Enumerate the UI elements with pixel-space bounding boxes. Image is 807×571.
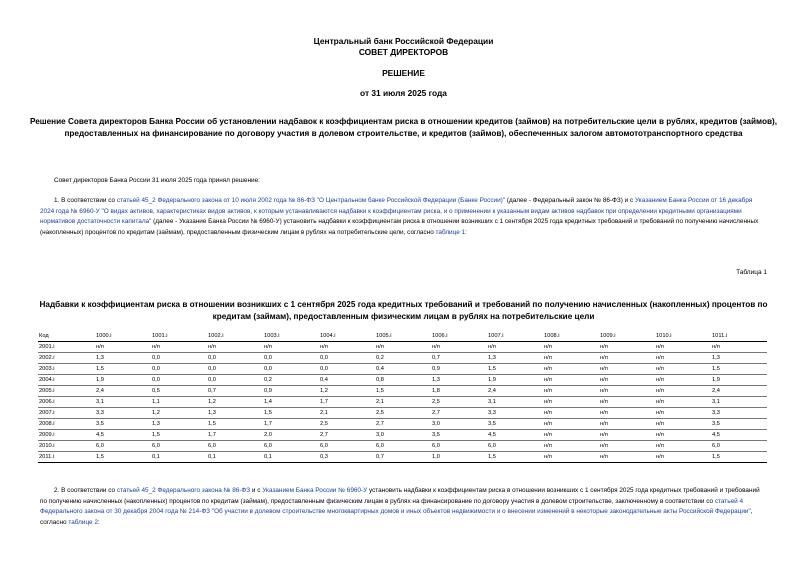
table-cell: 1,5	[264, 410, 272, 416]
row-code-cell: 2003.i	[39, 366, 55, 372]
table-row	[38, 408, 767, 419]
link-article-45-2-law-86fz[interactable]: статьей 45_2 Федерального закона от 10 июля 2002 года № 86-ФЗ "О Центральном банке Российской Федерации (Банке России)"	[116, 197, 506, 204]
table-cell: 0,3	[320, 454, 328, 460]
table-cell: 0,0	[208, 377, 216, 383]
table-cell: н/п	[320, 344, 328, 350]
table-cell: 3,3	[488, 410, 496, 416]
table-cell: н/п	[208, 344, 216, 350]
table-cell: н/п	[544, 377, 552, 383]
table-cell: 6,0	[320, 443, 328, 449]
table-cell: 3,1	[96, 399, 104, 405]
table-cell: н/п	[600, 355, 608, 361]
table-cell: 2,7	[432, 410, 440, 416]
table-cell: н/п	[544, 432, 552, 438]
table-cell: 1,3	[432, 377, 440, 383]
table-cell: 1,4	[264, 399, 272, 405]
column-header: 1010.i	[656, 333, 672, 339]
table-cell: 3,1	[712, 399, 720, 405]
link-article-4-law-214fz[interactable]: статьей 4 Федерального закона от 30 декабря 2004 года № 214-ФЗ "Об участии в долевом строительстве многоквартирных домов и иных объектов недвижимости и о внесении изменений в некоторые законодательные акты Российской Федерации"	[40, 497, 751, 515]
table-cell: 0,7	[432, 355, 440, 361]
table-cell: н/п	[96, 344, 104, 350]
row-code-cell: 2011.i	[39, 454, 55, 460]
table-cell: 0,9	[264, 388, 272, 394]
paragraph-1-text-2: (далее - Федеральный закон № 86-ФЗ) и с	[505, 197, 635, 204]
table-cell: 0,2	[376, 355, 384, 361]
table-cell: н/п	[544, 355, 552, 361]
table-cell: 2,5	[432, 399, 440, 405]
paragraph-1-text-1: 1. В соответствии со	[54, 197, 117, 204]
table-cell: н/п	[656, 454, 664, 460]
table-cell: 0,5	[152, 388, 160, 394]
column-header: 1011.i	[712, 333, 728, 339]
table-cell: н/п	[376, 344, 384, 350]
table-cell: н/п	[656, 399, 664, 405]
column-header: 1004.i	[320, 333, 336, 339]
table-cell: 0,0	[152, 366, 160, 372]
table-cell: 0,4	[320, 377, 328, 383]
column-header: 1006.i	[432, 333, 448, 339]
table-cell: 0,0	[320, 355, 328, 361]
table-cell: 0,1	[152, 454, 160, 460]
paragraph-2-text-2: и с	[250, 487, 263, 494]
table-cell: н/п	[656, 377, 664, 383]
table-cell: 1,3	[152, 421, 160, 427]
table-cell: н/п	[600, 388, 608, 394]
table-cell: 3,0	[376, 432, 384, 438]
table-cell: н/п	[656, 410, 664, 416]
table-cell: 1,3	[488, 355, 496, 361]
table-cell: н/п	[600, 421, 608, 427]
table-cell: н/п	[656, 366, 664, 372]
row-code-cell: 2009.i	[39, 432, 55, 438]
table-cell: 6,0	[432, 443, 440, 449]
row-code-cell: 2001.i	[39, 344, 55, 350]
table-cell: н/п	[712, 344, 720, 350]
table-cell: 0,4	[376, 366, 384, 372]
link-table-2[interactable]: таблице 2	[68, 518, 98, 526]
table-cell: 1,2	[152, 410, 160, 416]
table-cell: н/п	[432, 344, 440, 350]
table-row	[38, 386, 767, 397]
table-cell: 1,5	[376, 388, 384, 394]
paragraph-1-text-4: :	[465, 228, 467, 236]
decision-heading: РЕШЕНИЕ	[382, 68, 425, 78]
table-cell: н/п	[656, 388, 664, 394]
table-cell: 1,3	[96, 355, 104, 361]
table-cell: 1,9	[488, 377, 496, 383]
column-header: 1007.i	[488, 333, 504, 339]
table-cell: 2,4	[96, 388, 104, 394]
board-name: СОВЕТ ДИРЕКТОРОВ	[358, 47, 449, 57]
table-cell: 0,0	[264, 366, 272, 372]
paragraph-2-text-4: , согласно	[40, 508, 753, 526]
row-code-cell: 2010.i	[39, 443, 55, 449]
table-cell: н/п	[488, 344, 496, 350]
table-cell: н/п	[656, 421, 664, 427]
table-cell: н/п	[600, 366, 608, 372]
table-cell: 4,5	[712, 432, 720, 438]
table-cell: 0,7	[208, 388, 216, 394]
column-header: 1008.i	[544, 333, 560, 339]
column-header: 1001.i	[152, 333, 168, 339]
column-header: 1009.i	[600, 333, 616, 339]
link-article-45-2[interactable]: статьей 45_2 Федерального закона № 86-ФЗ	[116, 487, 251, 494]
table-cell: н/п	[656, 355, 664, 361]
table-row	[38, 430, 767, 441]
table-cell: 0,0	[152, 377, 160, 383]
table-cell: н/п	[600, 344, 608, 350]
table-cell: н/п	[600, 410, 608, 416]
table-row	[38, 419, 767, 430]
column-header: 1005.i	[376, 333, 392, 339]
table-cell: 0,0	[152, 355, 160, 361]
table-cell: 1,5	[488, 454, 496, 460]
table-cell: 4,5	[96, 432, 104, 438]
table-cell: 1,5	[712, 366, 720, 372]
table-cell: 3,5	[96, 421, 104, 427]
table-cell: н/п	[544, 366, 552, 372]
table-cell: н/п	[600, 377, 608, 383]
table-cell: 3,5	[712, 421, 720, 427]
table-cell: 2,1	[320, 410, 328, 416]
table-cell: 1,0	[432, 454, 440, 460]
paragraph-1	[40, 196, 767, 238]
table-cell: 2,0	[264, 432, 272, 438]
table-cell: 2,5	[320, 421, 328, 427]
table-number: Таблица 1	[736, 269, 767, 276]
table-cell: 6,0	[152, 443, 160, 449]
link-directive-6960u-short[interactable]: Указанием Банка России № 6960-У	[262, 487, 368, 494]
table-cell: н/п	[656, 443, 664, 449]
table-cell: 0,0	[264, 355, 272, 361]
table-cell: 0,1	[264, 454, 272, 460]
table-cell: 3,0	[432, 421, 440, 427]
table-cell: 3,5	[488, 421, 496, 427]
table-cell: 1,1	[152, 399, 160, 405]
table-cell: 0,0	[320, 366, 328, 372]
table-cell: 1,7	[264, 421, 272, 427]
row-code-cell: 2002.i	[39, 355, 55, 361]
table-cell: 3,5	[432, 432, 440, 438]
table-row	[38, 342, 767, 353]
table-cell: 6,0	[712, 443, 720, 449]
table-cell: н/п	[544, 421, 552, 427]
paragraph-2	[40, 486, 767, 528]
table-cell: н/п	[544, 388, 552, 394]
table-cell: 4,5	[488, 432, 496, 438]
column-header: Код	[39, 333, 49, 339]
table-cell: 1,5	[96, 454, 104, 460]
table-cell: 6,0	[96, 443, 104, 449]
risk-weight-table	[38, 331, 767, 463]
row-code-cell: 2008.i	[39, 421, 55, 427]
paragraph-2-text-5: :	[97, 518, 100, 526]
table-cell: н/п	[600, 454, 608, 460]
table-cell: н/п	[152, 344, 160, 350]
table-row	[38, 353, 767, 364]
table-cell: 0,7	[376, 454, 384, 460]
decision-date: от 31 июля 2025 года	[360, 88, 447, 98]
table-cell: 2,4	[712, 388, 720, 394]
table-cell: н/п	[544, 454, 552, 460]
table-cell: н/п	[656, 432, 664, 438]
table-cell: н/п	[544, 399, 552, 405]
table-cell: 6,0	[208, 443, 216, 449]
row-code-cell: 2005.i	[39, 388, 55, 394]
table-cell: 1,5	[712, 454, 720, 460]
table-cell: 1,2	[208, 399, 216, 405]
table-row	[38, 375, 767, 386]
table-cell: 0,1	[208, 454, 216, 460]
table-cell: н/п	[544, 443, 552, 449]
paragraph-2-text-3: установить надбавки к коэффициентам риска в отношении возникших с 1 сентября 2025 года кредитных требований и требований по получению начисленных (накопленных) процентов по кредитам (займам), предоставленным физическим лицам в рублях на финансирование по договору участия в долевом строительстве, заключенному в соответствии со	[40, 487, 760, 505]
table-cell: 1,9	[96, 377, 104, 383]
table-cell: 0,9	[432, 366, 440, 372]
table-cell: 0,0	[208, 355, 216, 361]
link-table-1[interactable]: таблице 1	[435, 228, 466, 236]
table-row	[38, 452, 767, 463]
link-directive-6960u[interactable]: Указанием Банка России от 16 декабря 2024 года № 6960-У "О видах активов, характеристиках видов активов, к которым устанавливаются надбавки к коэффициентам риска, и о применении к указанным видам активов надбавок при определении кредитными организациями нормативов достаточности капитала"	[40, 197, 753, 225]
table-cell: 0,2	[264, 377, 272, 383]
table-row	[38, 364, 767, 375]
table-title: Надбавки к коэффициентам риска в отношении возникших с 1 сентября 2025 года кредитных требований и требований по получению начисленных (накопленных) процентов по кредитам (займам), предоставленным физическим лицам в рублях на потребительские цели	[39, 300, 768, 321]
column-header: 1003.i	[264, 333, 280, 339]
column-header: 1002.i	[208, 333, 224, 339]
table-cell: н/п	[600, 432, 608, 438]
table-cell: 2,7	[376, 421, 384, 427]
table-cell: 1,5	[488, 366, 496, 372]
table-header-row	[38, 331, 767, 342]
paragraph-2-text-1: 2. В соответствии со	[54, 487, 117, 494]
row-code-cell: 2007.i	[39, 410, 55, 416]
table-cell: н/п	[264, 344, 272, 350]
column-header: 1000.i	[96, 333, 112, 339]
table-cell: н/п	[656, 344, 664, 350]
table-cell: н/п	[600, 443, 608, 449]
intro-paragraph: Совет директоров Банка России 31 июля 2025 года принял решение:	[54, 177, 260, 184]
table-cell: 1,3	[712, 355, 720, 361]
table-row	[38, 397, 767, 408]
table-cell: 1,9	[712, 377, 720, 383]
bank-name: Центральный банк Российской Федерации	[313, 36, 494, 46]
table-cell: 1,7	[208, 432, 216, 438]
row-code-cell: 2006.i	[39, 399, 55, 405]
table-cell: 3,3	[96, 410, 104, 416]
table-cell: 0,0	[208, 366, 216, 372]
row-code-cell: 2004.i	[39, 377, 55, 383]
table-cell: н/п	[544, 344, 552, 350]
table-cell: 3,1	[488, 399, 496, 405]
table-cell: 2,4	[488, 388, 496, 394]
paragraph-1-text-3: (далее - Указание Банка России № 6960-У) установить надбавки к коэффициентам риска в отношении возникших с 1 сентября 2025 года кредитных требований и требований по получению начисленных (накопленных) процентов по кредитам (займам), предоставленным физическим лицам в рублях на потребительские цели, согласно	[40, 218, 759, 236]
table-cell: 1,3	[208, 410, 216, 416]
table-cell: 1,8	[432, 388, 440, 394]
table-cell: 6,0	[376, 443, 384, 449]
table-cell: 0,8	[376, 377, 384, 383]
table-cell: н/п	[544, 410, 552, 416]
table-cell: 1,5	[152, 432, 160, 438]
table-cell: 2,7	[320, 432, 328, 438]
table-cell: 1,2	[320, 388, 328, 394]
table-cell: 1,7	[320, 399, 328, 405]
table-cell: 1,5	[96, 366, 104, 372]
table-cell: 6,0	[488, 443, 496, 449]
table-cell: 2,5	[376, 410, 384, 416]
table-cell: н/п	[600, 399, 608, 405]
document-title: Решение Совета директоров Банка России об установлении надбавок к коэффициентам риска в отношении кредитов (займов) на потребительские цели в рублях, кредитов (займов), предоставленных на финансирование по договору участия в долевом строительстве, и кредитов (займов), обеспеченных залогом автомототранспортного средства	[29, 117, 778, 138]
table-cell: 3,3	[712, 410, 720, 416]
table-cell: 6,0	[264, 443, 272, 449]
table-cell: 1,5	[208, 421, 216, 427]
table-row	[38, 441, 767, 452]
table-cell: 2,1	[376, 399, 384, 405]
